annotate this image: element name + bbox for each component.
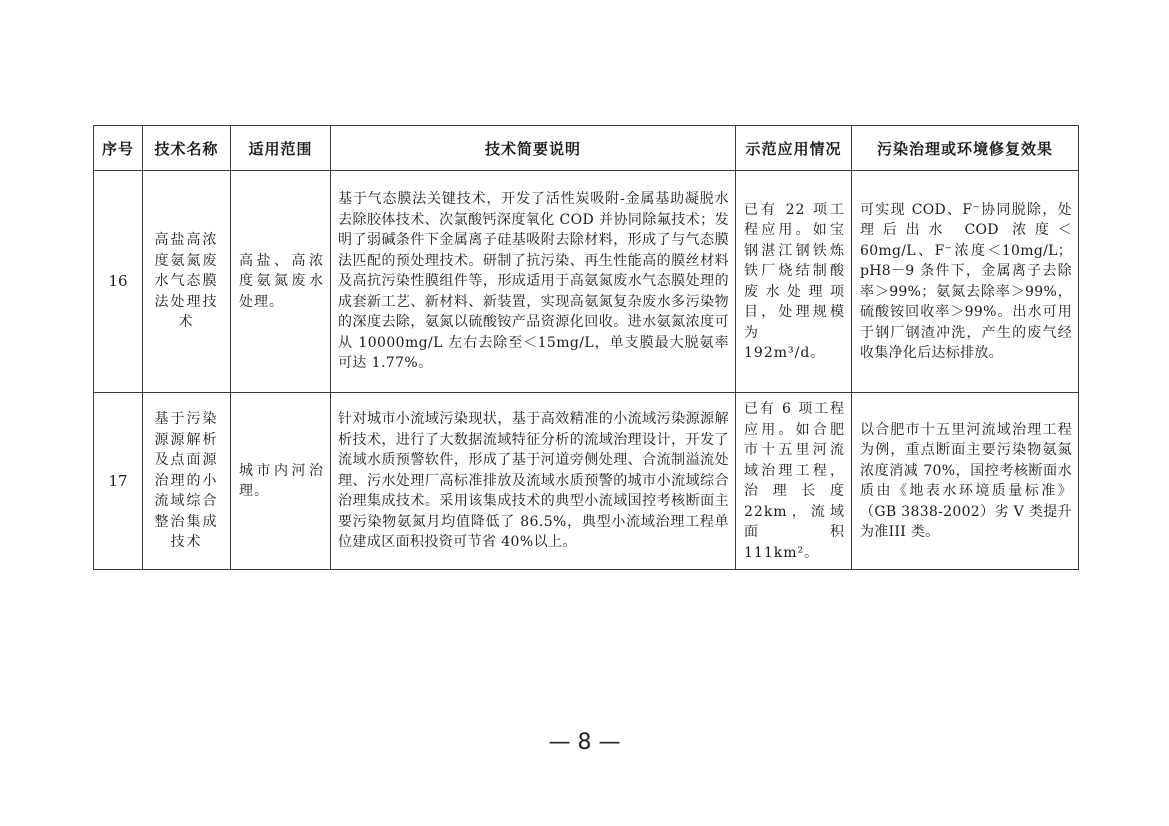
header-demo-application: 示范应用情况: [736, 126, 852, 171]
row-number: 16: [94, 171, 143, 393]
table-header-row: [94, 126, 1079, 171]
row-number: 17: [94, 393, 143, 570]
tech-description: 基于气态膜法关键技术，开发了活性炭吸附-金属基助凝脱水去除胶体技术、次氯酸钙深度氧化 COD 并协同除氟技术；发明了弱碱条件下金属离子硅基吸附去除材料，形成了与气态膜法匹配的预处理技术。研制了抗污染、再生性能高的膜丝材料及高抗污染性膜组件等，形成适用于高氨氮废水气态膜处理的成套新工艺、新材料、新装置，实现高氨氮复杂废水多污染物的深度去除，氨氮以硫酸铵产品资源化回收。进水氨氮浓度可从 10000mg/L 左右去除至＜15mg/L，单支膜最大脱氨率可达 1.77%。: [331, 171, 736, 393]
header-no: 序号: [94, 126, 143, 171]
table-row: [94, 171, 1079, 393]
tech-scope: 高盐、高浓度氨氮废水处理。: [231, 171, 331, 393]
tech-name: 高盐高浓度氨氮废水气态膜法处理技术: [143, 171, 231, 393]
table-row: [94, 393, 1079, 570]
tech-description: 针对城市小流域污染现状，基于高效精准的小流域污染源源解析技术，进行了大数据流域特征分析的流域治理设计，开发了流域水质预警软件，形成了基于河道旁侧处理、合流制溢流处理、污水处理厂高标准排放及流域水质预警的城市小流域综合治理集成技术。采用该集成技术的典型小流域国控考核断面主要污染物氨氮月均值降低了 86.5%，典型小流域治理工程单位建成区面积投资可节省 40%以上。: [331, 393, 736, 570]
header-scope: 适用范围: [231, 126, 331, 171]
tech-name: 基于污染源源解析及点面源治理的小流域综合整治集成技术: [143, 393, 231, 570]
treatment-effect: 以合肥市十五里河流域治理工程为例，重点断面主要污染物氨氮浓度消减 70%，国控考核断面水质由《地表水环境质量标准》（GB 3838-2002）劣 V 类提升为准III 类。: [852, 393, 1079, 570]
header-description: 技术简要说明: [331, 126, 736, 171]
header-tech-name: 技术名称: [143, 126, 231, 171]
demo-application: 已有 6 项工程应用。如合肥市十五里河流域治理工程，治理长度 22km，流域面积 111km²。: [736, 393, 852, 570]
header-effect: 污染治理或环境修复效果: [852, 126, 1079, 171]
treatment-effect: 可实现 COD、F⁻协同脱除，处理后出水 COD 浓度＜60mg/L、F⁻浓度＜10mg/L；pH8－9 条件下，金属离子去除率＞99%；氨氮去除率＞99%，硫酸铵回收率＞99%。出水可用于钢厂钢渣冲洗，产生的废气经收集净化后达标排放。: [852, 171, 1079, 393]
page-number: — 8 —: [548, 730, 621, 755]
tech-scope: 城市内河治理。: [231, 393, 331, 570]
technology-table: [93, 125, 1079, 570]
demo-application: 已有 22 项工程应用。如宝钢湛江钢铁炼铁厂烧结制酸废水处理项目，处理规模为 192m³/d。: [736, 171, 852, 393]
